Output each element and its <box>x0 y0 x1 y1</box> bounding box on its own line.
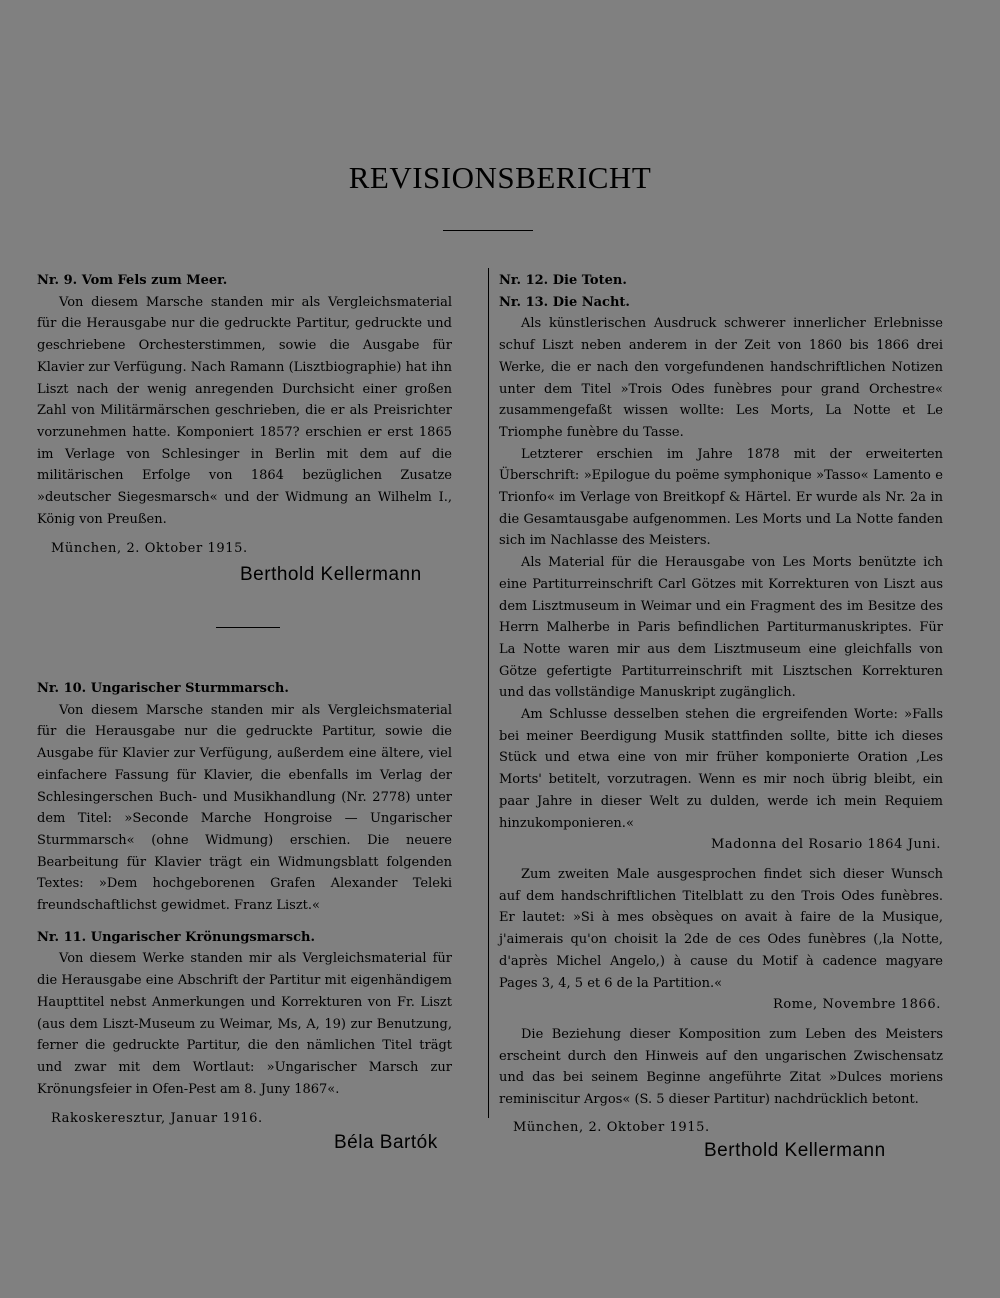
paragraph-6: Die Beziehung dieser Komposition zum Leben des Meisters erscheint durch den Hinweis auf den ungarischen Zwischensatz und das bei seinem Beginne angeführte Zitat »Dulces moriens reminiscitur Argos« (S. 5 dieser Partitur) nachdrücklich betont. <box>499 1026 943 1108</box>
signature-bartok: Béla Bartók <box>334 1132 438 1154</box>
section-body-nr11: Von diesem Werke standen mir als Vergleichsmaterial für die Herausgabe eine Abschrift der Partitur mit eigenhändigem Haupttitel nebst Anmerkungen und Korrekturen von Fr. Liszt (aus dem Liszt-Museum zu Weimar, Ms, A, 19) zur Benutzung, ferner die gedruckte Partitur, die den nämlichen Titel trägt und zwar mit dem Wortlaut: »Ungarischer Marsch zur Krönungsfeier in Ofen-Pest am 8. Juny 1867«. <box>37 951 452 1097</box>
right-column <box>499 270 943 1162</box>
section-heading-nr11: Nr. 11. Ungarischer Krönungsmarsch. <box>37 929 315 945</box>
paragraph-4: Am Schlusse desselben stehen die ergreifenden Worte: »Falls bei meiner Beerdigung Musik stattfinden sollte, bitte ich dieses Stück und etwa eine von mir früher komponierte Oration ‚Les Morts' betitelt, vorzutragen. Wenn es mir noch übrig bleibt, ein paar Jahre in dieser Welt zu dulden, werde ich mein Requiem hinzukomponieren.« <box>499 707 943 831</box>
section-heading-nr13: Nr. 13. Die Nacht. <box>499 294 630 310</box>
place-date-rome: Rome, Novembre 1866. <box>772 997 941 1013</box>
place-date-madonna: Madonna del Rosario 1864 Juni. <box>711 837 941 853</box>
title-divider <box>443 230 533 231</box>
dateline-right: München, 2. Oktober 1915. <box>513 1119 710 1135</box>
column-divider <box>488 268 489 1118</box>
paragraph-1: Als künstlerischen Ausdruck schwerer innerlicher Erlebnisse schuf Liszt neben anderem in der Zeit von 1860 bis 1866 drei Werke, die er nach den vorgefundenen handschriftlichen Notizen unter dem Titel »Trois Odes funèbres pour grand Orchestre« zusammengefaßt wissen wollte: Les Morts, La Notte et Le Triomphe funèbre du Tasse. <box>499 316 943 440</box>
page-title: REVISIONSBERICHT <box>348 160 652 195</box>
signature-kellermann-left: Berthold Kellermann <box>240 564 422 586</box>
section-heading-nr9: Nr. 9. Vom Fels zum Meer. <box>37 273 228 288</box>
section-body-nr9: Von diesem Marsche standen mir als Vergleichsmaterial für die Herausgabe nur die gedruckte Partitur, gedruckte und geschriebene Orchesterstimmen, sowie die Ausgabe für Klavier zur Verfügung. Nach Ramann (Lisztbiographie) hat ihn Liszt nach der wenig anregenden Durchsicht einer großen Zahl von Militärmärschen geschrieben, die er als Preisrichter vorzunehmen hatte. Komponiert 1857? erschien er erst 1865 im Verlage von Schlesinger in Berlin mit dem auf die militärischen Erfolge von 1864 bezüglichen Zusatze »deutscher Siegesmarsch« und der Widmung an Wilhelm I., König von Preußen. <box>37 294 452 527</box>
dateline-nr9: München, 2. Oktober 1915. <box>51 541 248 557</box>
left-column <box>37 270 452 586</box>
dateline-nr11: Rakoskeresztur, Januar 1916. <box>51 1111 263 1127</box>
paragraph-3: Als Material für die Herausgabe von Les Morts benützte ich eine Partiturreinschrift Carl Götzes mit Korrekturen von Liszt aus dem Lisztmuseum in Weimar und ein Fragment des im Besitze des Herrn Malherbe in Paris befindlichen Partiturmanuskriptes. Für La Notte waren mir aus dem Lisztmuseum eine gleichfalls von Götze gefertigte Partiturreinschrift mit Lisztschen Korrekturen und das vollständige Manuskript zugänglich. <box>499 555 943 701</box>
section-divider-left <box>216 627 280 628</box>
paragraph-2: Letzterer erschien im Jahre 1878 mit der erweiterten Überschrift: »Epilogue du poëme symphonique »Tasso« Lamento e Trionfo« im Verlage von Breitkopf & Härtel. Er wurde als Nr. 2a in die Gesamtausgabe aufgenommen. Les Morts und La Notte fanden sich im Nachlasse des Meisters. <box>499 446 943 549</box>
paragraph-5: Zum zweiten Male ausgesprochen findet sich dieser Wunsch auf dem handschriftlichen Titelblatt zu den Trois Odes funèbres. Er lautet: »Si à mes obsèques on avait à faire de la Musique, j'aimerais qu'on choisit la 2de de ces Odes funèbres (‚la Notte, d'après Michel Angelo,) à cause du Motif à cadence magyare Pages 3, 4, 5 et 6 de la Partition.« <box>499 866 943 991</box>
section-heading-nr12: Nr. 12. Die Toten. <box>499 273 627 288</box>
section-body-nr10: Von diesem Marsche standen mir als Vergleichsmaterial für die Herausgabe nur die gedruckte Partitur, sowie die Ausgabe für Klavier zur Verfügung, außerdem eine ältere, viel einfachere Fassung für Klavier, die ebenfalls im Verlag der Schlesingerschen Buch- und Musikhandlung (Nr. 2778) unter dem Titel: »Seconde Marche Hongroise — Ungarischer Sturmmarsch« (ohne Widmung) erschien. Die neuere Bearbeitung für Klavier trägt ein Widmungsblatt folgenden Textes: »Dem hochgeborenen Grafen Alexander Teleki freundschaftlichst gewidmet. Franz Liszt.« <box>37 702 452 914</box>
section-heading-nr10: Nr. 10. Ungarischer Sturmmarsch. <box>37 681 289 696</box>
signature-kellermann-right: Berthold Kellermann <box>704 1140 886 1162</box>
left-column-lower <box>37 678 452 1154</box>
